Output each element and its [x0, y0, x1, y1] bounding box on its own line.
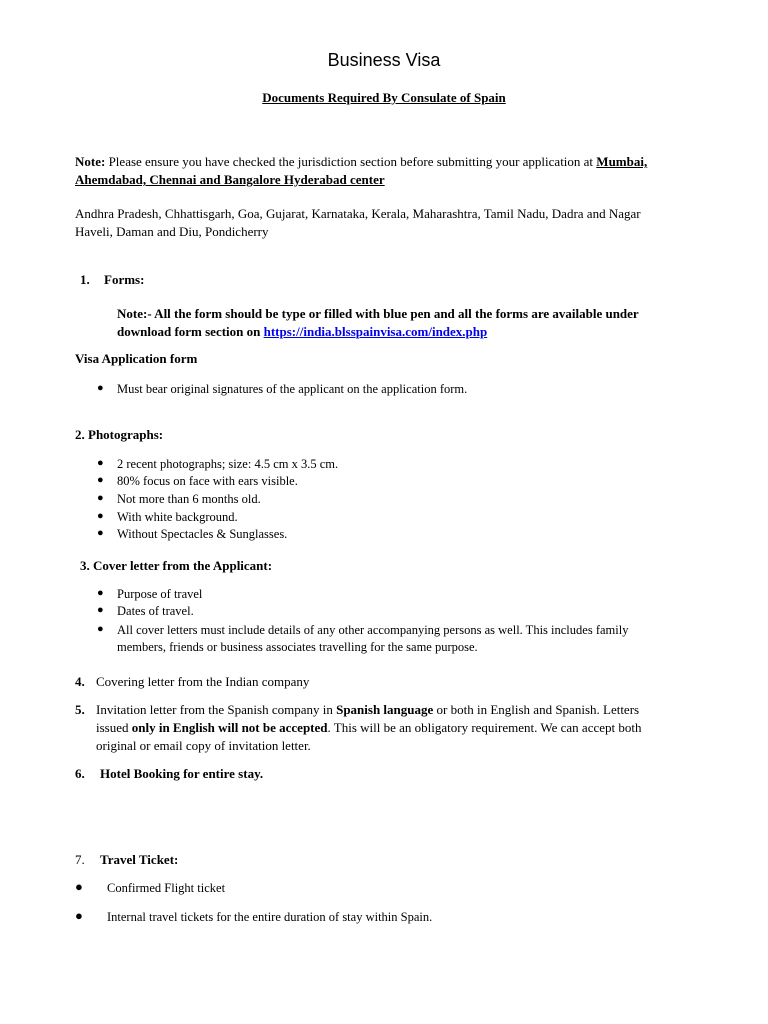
forms-note-line-2: download form section on	[117, 324, 261, 339]
forms-note-line-1: Note:- All the form should be type or filled with blue pen and all the forms are available under	[117, 306, 639, 321]
section-2-heading: 2. Photographs:	[75, 427, 164, 442]
bullet-icon: ●	[97, 492, 104, 504]
visa-application-heading: Visa Application form	[75, 351, 198, 366]
section-7-heading: Travel Ticket:	[100, 852, 179, 867]
bullet-icon: ●	[75, 908, 83, 923]
section-7-number: 7.	[75, 852, 85, 867]
note-centers-2: Ahemdabad, Chennai and Bangalore Hyderabad center	[75, 172, 385, 187]
section-4-number: 4.	[75, 674, 85, 689]
bullet-icon: ●	[97, 623, 104, 635]
section-4-text: Covering letter from the Indian company	[96, 674, 310, 689]
invitation-text-2c: . This will be an obligatory requirement. We can accept both	[327, 720, 642, 735]
bullet-icon: ●	[97, 587, 104, 599]
list-item: 80% focus on face with ears visible.	[117, 474, 298, 488]
cover-letter-line-2: members, friends or business associates travelling for the same purpose.	[117, 640, 478, 654]
list-item: Not more than 6 months old.	[117, 492, 261, 506]
list-item: Without Spectacles & Sunglasses.	[117, 527, 288, 541]
bullet-icon: ●	[75, 879, 83, 894]
bullet-icon: ●	[97, 527, 104, 539]
list-item: Internal travel tickets for the entire duration of stay within Spain.	[107, 910, 433, 924]
section-6-text: Hotel Booking for entire stay.	[100, 766, 264, 781]
section-5-number: 5.	[75, 702, 85, 717]
subtitle-text: Documents Required By Consulate of Spain	[262, 90, 506, 105]
bullet-icon: ●	[97, 474, 104, 486]
bullet-icon: ●	[97, 604, 104, 616]
note-text: Please ensure you have checked the jurisdiction section before submitting your application at	[108, 154, 594, 169]
list-item: Must bear original signatures of the applicant on the application form.	[117, 382, 468, 396]
list-item: 2 recent photographs; size: 4.5 cm x 3.5 cm.	[117, 457, 339, 471]
invitation-text-2a: issued	[96, 720, 129, 735]
invitation-text-3: original or email copy of invitation letter.	[96, 738, 311, 753]
bullet-icon: ●	[97, 382, 104, 394]
cover-letter-line-1: All cover letters must include details of any other accompanying persons as well. This includes family	[117, 623, 629, 637]
forms-note	[117, 305, 737, 341]
list-item: Dates of travel.	[117, 604, 194, 618]
section-1-heading: Forms:	[104, 272, 145, 287]
download-forms-link[interactable]: https://india.blsspainvisa.com/index.php	[263, 324, 488, 339]
invitation-text-1a: Invitation letter from the Spanish company in	[96, 702, 333, 717]
list-item: Confirmed Flight ticket	[107, 881, 226, 895]
section-1-number: 1.	[80, 272, 90, 287]
section-6-number: 6.	[75, 766, 85, 781]
states-list	[75, 205, 715, 241]
states-line-1: Andhra Pradesh, Chhattisgarh, Goa, Gujarat, Karnataka, Kerala, Maharashtra, Tamil Nadu, Dadra and Nagar	[75, 206, 641, 221]
jurisdiction-note	[75, 153, 715, 189]
page-subtitle	[0, 90, 768, 106]
invitation-text-1c: or both in English and Spanish. Letters	[436, 702, 640, 717]
list-item: Purpose of travel	[117, 587, 203, 601]
note-label: Note:	[75, 154, 106, 169]
invitation-text-1b: Spanish language	[336, 702, 434, 717]
list-item: With white background.	[117, 510, 238, 524]
list-item	[117, 622, 717, 656]
bullet-icon: ●	[97, 457, 104, 469]
section-3-heading: 3. Cover letter from the Applicant:	[80, 558, 273, 573]
invitation-letter-text	[96, 701, 716, 755]
bullet-icon: ●	[97, 510, 104, 522]
states-line-2: Haveli, Daman and Diu, Pondicherry	[75, 224, 269, 239]
page-title: Business Visa	[327, 50, 441, 70]
invitation-text-2b: only in English will not be accepted	[131, 720, 328, 735]
note-centers-1: Mumbai,	[596, 154, 648, 169]
